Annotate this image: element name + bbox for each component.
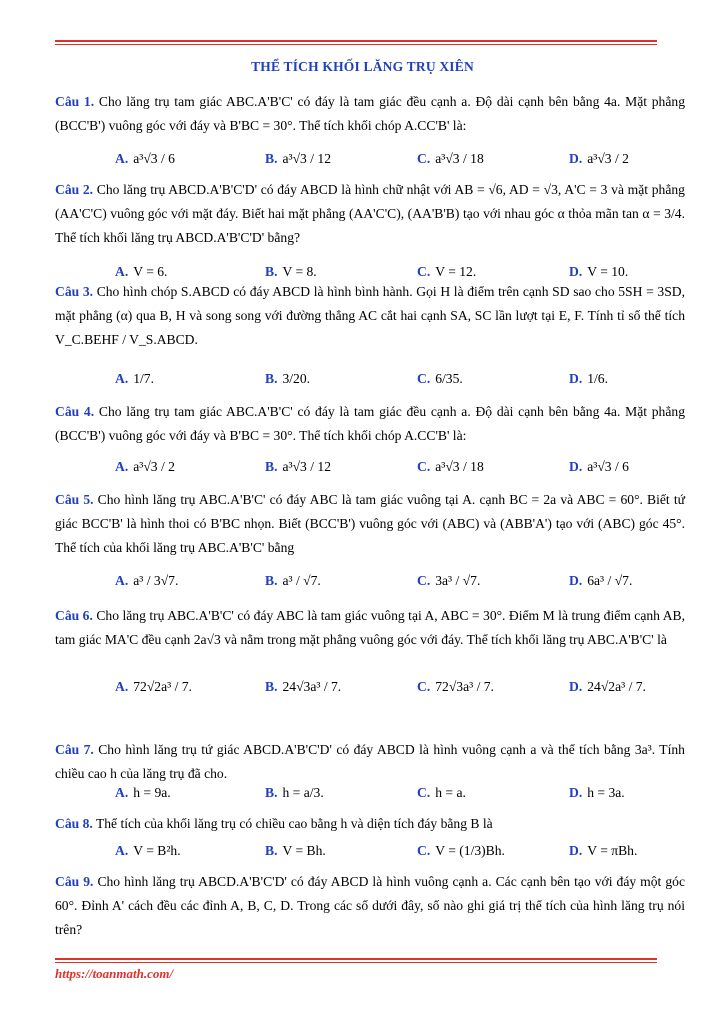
option-b[interactable]: B. a³ / √7.: [265, 573, 321, 588]
question-text: Thể tích của khối lăng trụ có chiều cao bằng h và diện tích đáy bằng B là: [95, 816, 493, 831]
page-title: THỂ TÍCH KHỐI LĂNG TRỤ XIÊN: [251, 59, 474, 74]
bottom-rule: [55, 958, 657, 963]
question-label: Câu 5.: [55, 492, 94, 507]
question-label: Câu 4.: [55, 404, 95, 419]
options-4: [115, 452, 675, 482]
option-a[interactable]: A. V = B²h.: [115, 843, 181, 858]
option-b[interactable]: B. V = Bh.: [265, 843, 326, 858]
option-b[interactable]: B. h = a/3.: [265, 785, 324, 800]
options-5: [115, 566, 675, 596]
option-b[interactable]: B. a³√3 / 12: [265, 459, 332, 474]
question-5: [55, 488, 685, 560]
question-label: Câu 3.: [55, 284, 94, 299]
question-4: [55, 400, 685, 448]
option-d[interactable]: D. V = 10.: [569, 264, 629, 279]
question-2: [55, 178, 685, 250]
option-a[interactable]: A. a³√3 / 6: [115, 151, 175, 166]
option-d[interactable]: D. 6a³ / √7.: [569, 573, 633, 588]
options-7: [115, 778, 675, 808]
question-label: Câu 8.: [55, 816, 93, 831]
question-text: Cho lăng trụ ABCD.A'B'C'D' có đáy ABCD là hình chữ nhật với AB = √6, AD = √3, A'C = 3 và mặt phẳng (AA'C'C) vuông góc với mặt đáy. Biết hai mặt phẳng (AA'C'C), (AA'B'B) tạo với nhau góc α thỏa mãn tan α = 3/4. Thể tích khối lăng trụ ABCD.A'B'C'D' bằng?: [55, 182, 685, 245]
options-3: [115, 364, 675, 394]
option-c[interactable]: C. V = (1/3)Bh.: [417, 843, 505, 858]
option-d[interactable]: D. 1/6.: [569, 371, 608, 386]
option-a[interactable]: A. 1/7.: [115, 371, 154, 386]
question-label: Câu 2.: [55, 182, 94, 197]
option-b[interactable]: B. 24√3a³ / 7.: [265, 679, 342, 694]
top-rule: [55, 40, 657, 45]
option-a[interactable]: A. a³√3 / 2: [115, 459, 175, 474]
option-c[interactable]: C. 72√3a³ / 7.: [417, 679, 494, 694]
option-b[interactable]: B. a³√3 / 12: [265, 151, 332, 166]
question-text: Cho lăng trụ tam giác ABC.A'B'C' có đáy là tam giác đều cạnh a. Độ dài cạnh bên bằng 4a. Mặt phẳng (BCC'B') vuông góc với đáy và B'BC = 30°. Thể tích khối chóp A.CC'B' là:: [55, 404, 685, 443]
question-6: [55, 604, 685, 652]
option-b[interactable]: B. V = 8.: [265, 264, 317, 279]
option-c[interactable]: C. h = a.: [417, 785, 466, 800]
question-label: Câu 7.: [55, 742, 94, 757]
options-6: [115, 672, 675, 702]
option-c[interactable]: C. V = 12.: [417, 264, 477, 279]
option-c[interactable]: C. a³√3 / 18: [417, 459, 484, 474]
option-c[interactable]: C. 6/35.: [417, 371, 463, 386]
question-text: Cho hình lăng trụ tứ giác ABCD.A'B'C'D' có đáy ABCD là hình vuông cạnh a và thể tích bằng 3a³. Tính chiều cao h của lăng trụ đã cho.: [55, 742, 685, 781]
option-d[interactable]: D. 24√2a³ / 7.: [569, 679, 646, 694]
question-1: [55, 90, 685, 138]
option-a[interactable]: A. V = 6.: [115, 264, 168, 279]
option-c[interactable]: C. 3a³ / √7.: [417, 573, 481, 588]
question-text: Cho hình lăng trụ ABC.A'B'C' có đáy ABC là tam giác vuông tại A. cạnh BC = 2a và ABC = 60°. Biết tứ giác BCC'B' là hình thoi có B'BC nhọn. Biết (BCC'B') vuông góc với (ABC) và (ABB'A') tạo với (ABC) góc 45°. Thể tích của khối lăng trụ ABC.A'B'C' bằng: [55, 492, 685, 555]
question-text: Cho lăng trụ ABC.A'B'C' có đáy ABC là tam giác vuông tại A, ABC = 30°. Điểm M là trung điểm cạnh AB, tam giác MA'C đều cạnh 2a√3 và nằm trong mặt phẳng vuông góc với đáy. Thể tích khối lăng trụ ABC.A'B'C' là: [55, 608, 685, 647]
options-8: [115, 836, 675, 866]
footer-link[interactable]: https://toanmath.com/: [55, 966, 174, 981]
option-a[interactable]: A. 72√2a³ / 7.: [115, 679, 192, 694]
option-d[interactable]: D. V = πBh.: [569, 843, 638, 858]
option-d[interactable]: D. a³√3 / 2: [569, 151, 629, 166]
option-a[interactable]: A. a³ / 3√7.: [115, 573, 179, 588]
question-8: [55, 812, 685, 836]
option-a[interactable]: A. h = 9a.: [115, 785, 171, 800]
question-label: Câu 6.: [55, 608, 93, 623]
option-c[interactable]: C. a³√3 / 18: [417, 151, 484, 166]
question-3: [55, 280, 685, 352]
option-d[interactable]: D. h = 3a.: [569, 785, 625, 800]
question-9: [55, 870, 685, 942]
option-d[interactable]: D. a³√3 / 6: [569, 459, 629, 474]
option-b[interactable]: B. 3/20.: [265, 371, 311, 386]
question-label: Câu 1.: [55, 94, 95, 109]
question-text: Cho hình chóp S.ABCD có đáy ABCD là hình bình hành. Gọi H là điểm trên cạnh SD sao cho 5SH = 3SD, mặt phẳng (α) qua B, H và song song với đường thẳng AC cắt hai cạnh SA, SC lần lượt tại E, F. Tính tỉ số thể tích V_C.BEHF / V_S.ABCD.: [55, 284, 685, 347]
options-1: [115, 144, 675, 174]
question-text: Cho lăng trụ tam giác ABC.A'B'C' có đáy là tam giác đều cạnh a. Độ dài cạnh bên bằng 4a. Mặt phẳng (BCC'B') vuông góc với đáy và B'BC = 30°. Thể tích khối chóp A.CC'B' là:: [55, 94, 685, 133]
question-label: Câu 9.: [55, 874, 94, 889]
question-text: Cho hình lăng trụ ABCD.A'B'C'D' có đáy ABCD là hình vuông cạnh a. Các cạnh bên tạo với đáy một góc 60°. Đỉnh A' cách đều các đỉnh A, B, C, D. Trong các số dưới đây, số nào ghi giá trị thể tích của hình lăng trụ nói trên?: [55, 874, 685, 937]
